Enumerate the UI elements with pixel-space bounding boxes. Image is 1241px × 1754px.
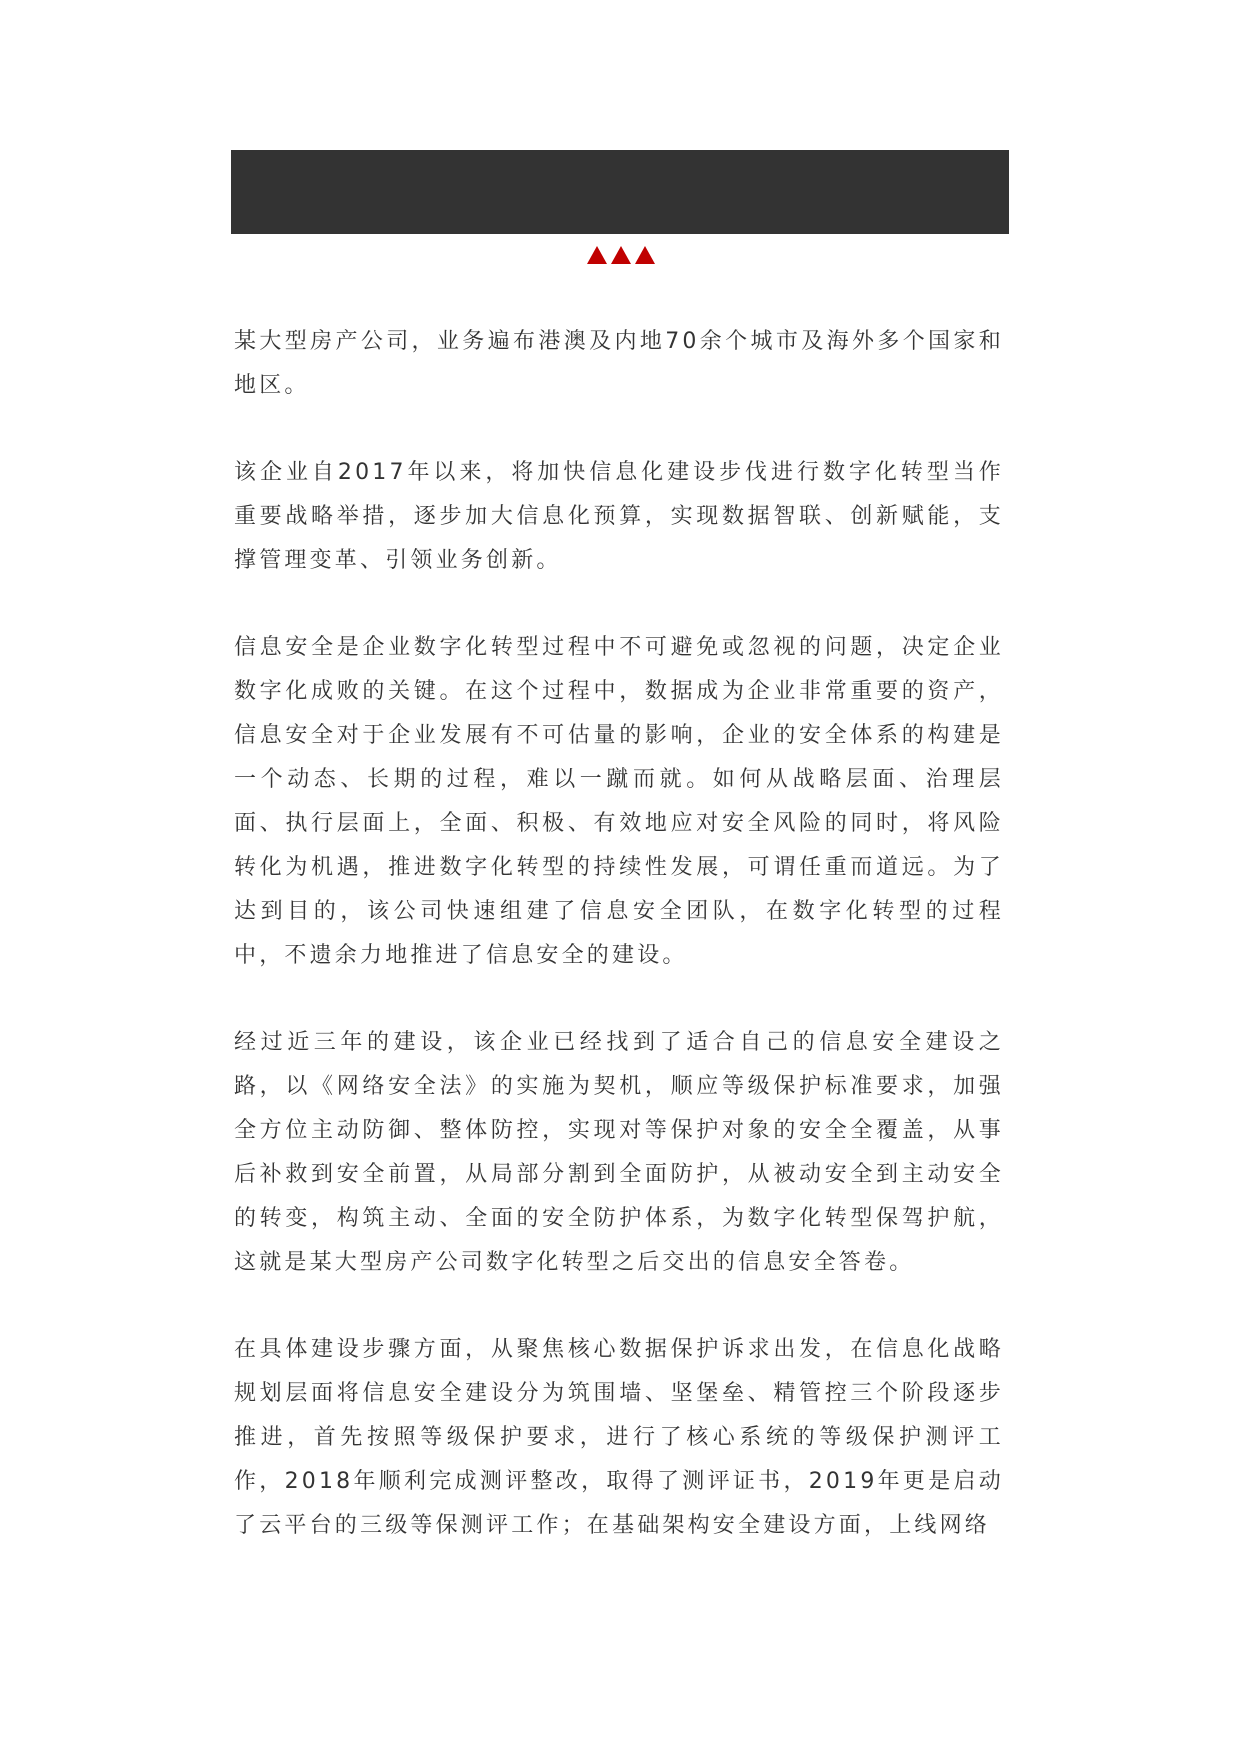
article-body <box>234 320 1004 1591</box>
paragraph-intro: 某大型房产公司，业务遍布港澳及内地70余个城市及海外多个国家和地区。 <box>234 329 1004 398</box>
triangle-divider <box>0 246 1241 264</box>
red-triangle-icon <box>611 246 631 264</box>
red-triangle-icon <box>587 246 607 264</box>
paragraph-security-importance: 信息安全是企业数字化转型过程中不可避免或忽视的问题，决定企业数字化成败的关键。在这个过程中，数据成为企业非常重要的资产，信息安全对于企业发展有不可估量的影响，企业的安全体系的构建是一个动态、长期的过程，难以一蹴而就。如何从战略层面、治理层面、执行层面上，全面、积极、有效地应对安全风险的同时，将风险转化为机遇，推进数字化转型的持续性发展，可谓任重而道远。为了达到目的，该公司快速组建了信息安全团队，在数字化转型的过程中，不遗余力地推进了信息安全的建设。 <box>234 635 1004 968</box>
header-banner <box>231 150 1009 234</box>
paragraph-strategy: 该企业自2017年以来，将加快信息化建设步伐进行数字化转型当作重要战略举措，逐步加大信息化预算，实现数据智联、创新赋能，支撑管理变革、引领业务创新。 <box>234 460 1004 573</box>
red-triangle-icon <box>635 246 655 264</box>
paragraph-implementation: 在具体建设步骤方面，从聚焦核心数据保护诉求出发，在信息化战略规划层面将信息安全建设分为筑围墙、坚堡垒、精管控三个阶段逐步推进，首先按照等级保护要求，进行了核心系统的等级保护测评工作，2018年顺利完成测评整改，取得了测评证书，2019年更是启动了云平台的三级等保测评工作；在基础架构安全建设方面，上线网络 <box>234 1337 1004 1538</box>
paragraph-achievements: 经过近三年的建设，该企业已经找到了适合自己的信息安全建设之路，以《网络安全法》的实施为契机，顺应等级保护标准要求，加强全方位主动防御、整体防控，实现对等保护对象的安全全覆盖，从事后补救到安全前置，从局部分割到全面防护，从被动安全到主动安全的转变，构筑主动、全面的安全防护体系，为数字化转型保驾护航，这就是某大型房产公司数字化转型之后交出的信息安全答卷。 <box>234 1030 1004 1275</box>
